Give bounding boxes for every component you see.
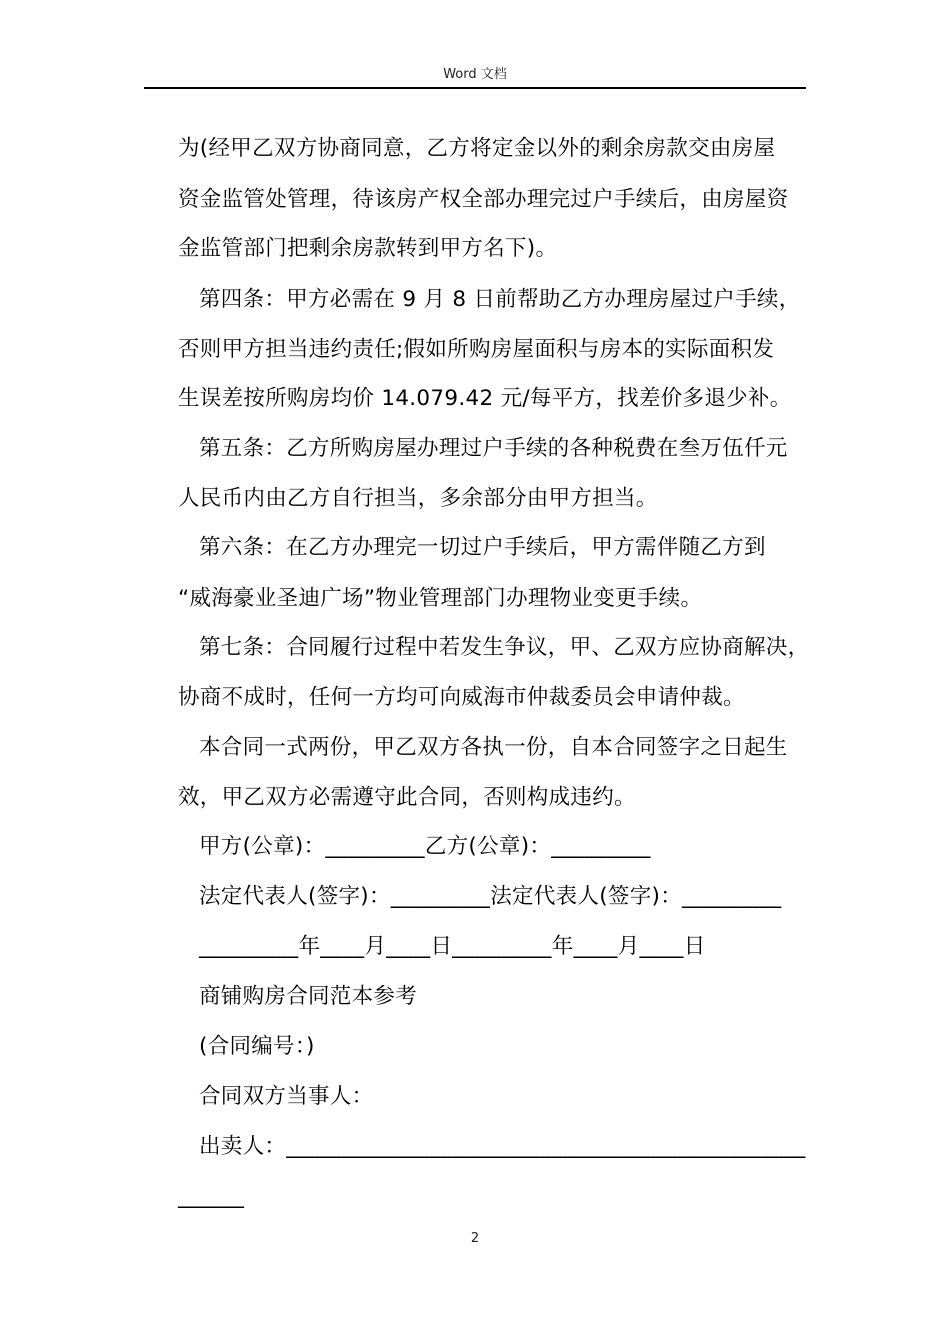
paragraph-line: 协商不成时，任何一方均可向威海市仲裁委员会申请仲裁。 xyxy=(178,685,745,710)
clause-5-line: 第五条：乙方所购房屋办理过户手续的各种税费在叁万伍仟元 xyxy=(199,436,788,461)
paragraph-line: 人民币内由乙方自行担当，多余部分由甲方担当。 xyxy=(178,486,658,511)
paragraph-line: 否则甲方担当违约责任;假如所购房屋面积与房本的实际面积发 xyxy=(178,337,775,362)
seller-line-continuation: ______ xyxy=(178,1184,245,1209)
clause-4-line: 第四条：甲方必需在 9 月 8 日前帮助乙方办理房屋过户手续， xyxy=(199,287,801,312)
date-line: _________年____月____日_________年____月____日 xyxy=(199,934,706,959)
paragraph-line: “威海豪业圣迪广场”物业管理部门办理物业变更手续。 xyxy=(178,586,703,611)
header-divider xyxy=(144,87,806,89)
paragraph-line: 为(经甲乙双方协商同意，乙方将定金以外的剩余房款交由房屋 xyxy=(178,136,776,161)
paragraph-line: 资金监管处管理，待该房产权全部办理完过户手续后，由房屋资 xyxy=(178,187,789,212)
paragraph-line: 生误差按所购房均价 14.079.42 元/每平方，找差价多退少补。 xyxy=(178,386,792,411)
clause-6-line: 第六条：在乙方办理完一切过户手续后，甲方需伴随乙方到 xyxy=(199,535,766,560)
paragraph-line: 金监管部门把剩余房款转到甲方名下)。 xyxy=(178,236,558,261)
clause-7-line: 第七条：合同履行过程中若发生争议，甲、乙双方应协商解决， xyxy=(199,635,810,660)
contract-number: (合同编号：) xyxy=(199,1034,315,1059)
page-header: Word 文档 xyxy=(443,67,507,82)
paragraph-line: 效，甲乙双方必需遵守此合同，否则构成违约。 xyxy=(178,785,636,810)
seal-line: 甲方(公章)：_________乙方(公章)：_________ xyxy=(199,834,651,859)
section-title: 商铺购房合同范本参考 xyxy=(199,984,418,1009)
page-number: 2 xyxy=(470,1231,480,1246)
signature-line: 法定代表人(签字)：_________法定代表人(签字)：_________ xyxy=(199,884,782,909)
paragraph-line: 本合同一式两份，甲乙双方各执一份，自本合同签字之日起生 xyxy=(199,735,788,760)
seller-line: 出卖人：_______________________________________________ xyxy=(199,1134,806,1159)
parties-heading: 合同双方当事人： xyxy=(199,1084,374,1109)
